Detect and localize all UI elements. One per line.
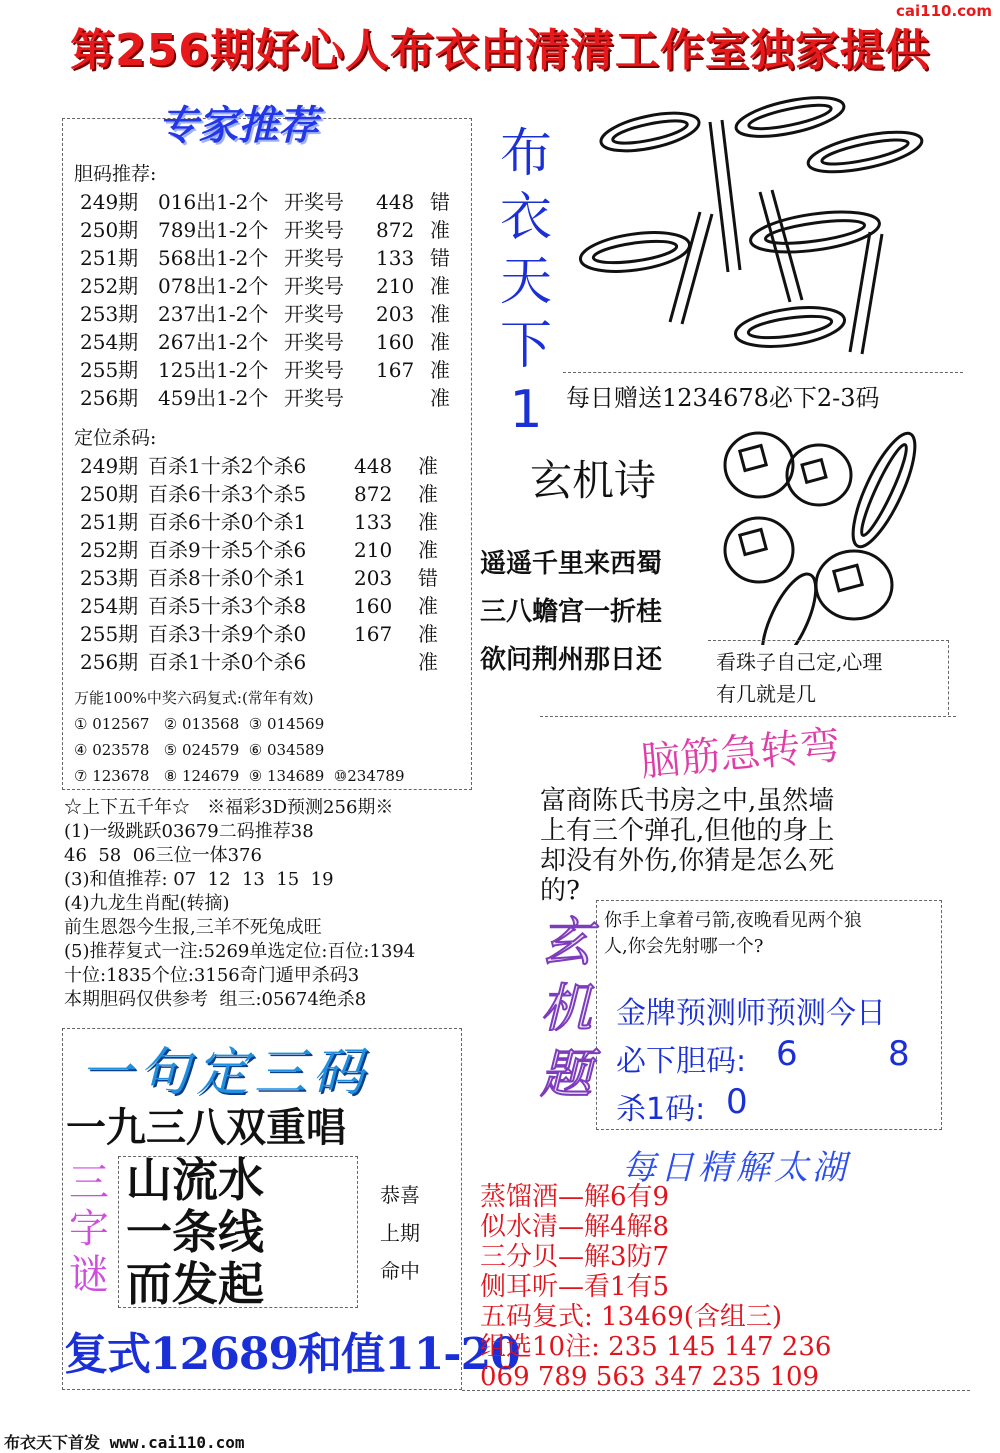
- dan-cell-desc: 237出1-2个: [158, 302, 269, 326]
- six-row: ⑦ 123678 ⑧ 124679 ⑨ 134689 ⑩234789: [74, 767, 405, 785]
- poem-note: [716, 646, 882, 710]
- kill-cell-result: 准: [418, 594, 438, 618]
- dan-cell-label: 开奖号: [284, 386, 344, 410]
- brain-line: 上有三个弹孔,但他的身上: [540, 816, 835, 846]
- dan-cell-desc: 568出1-2个: [158, 246, 269, 270]
- brain-heading: 脑筋急转弯: [638, 722, 842, 786]
- taihu-group-row: 069 789 563 347 235 109: [480, 1362, 820, 1392]
- riddle-line: 山流水: [126, 1153, 264, 1207]
- kill-cell-result: 准: [418, 482, 438, 506]
- must-a: 6: [776, 1034, 798, 1074]
- bead-36-graphic: [560, 82, 990, 372]
- dan-cell-result: 准: [430, 386, 450, 410]
- six-row: ④ 023578 ⑤ 024579 ⑥ 034589: [74, 741, 325, 759]
- dan-cell-desc: 078出1-2个: [158, 274, 269, 298]
- kill-cell-num: 872: [354, 482, 393, 506]
- buyi-char: 下: [499, 316, 552, 376]
- kill-cell-period: 253期: [80, 566, 139, 590]
- kill-cell-result: 准: [418, 650, 438, 674]
- poem-heading: 玄机诗: [530, 456, 657, 505]
- dan-cell-period: 249期: [80, 190, 139, 214]
- dan-cell-num: 448: [376, 190, 415, 214]
- riddle-side-title: [64, 1160, 114, 1298]
- riddle-vertical: [536, 910, 596, 1108]
- dan-cell-label: 开奖号: [284, 246, 344, 270]
- congrats: [380, 1176, 420, 1290]
- kill-cell-desc: 百杀8十杀0个杀1: [148, 566, 307, 590]
- dan-cell-period: 250期: [80, 218, 139, 242]
- riddle-line: 一条线: [126, 1205, 264, 1259]
- dan-cell-period: 251期: [80, 246, 139, 270]
- kill-cell-result: 错: [418, 566, 438, 590]
- riddle-line: 而发起: [126, 1257, 264, 1311]
- brain-line: 富商陈氏书房之中,虽然墙: [540, 786, 835, 816]
- dan-cell-num: 133: [376, 246, 415, 270]
- compound-bottom: 复式12689和值11-20: [64, 1329, 520, 1380]
- kill-cell-period: 256期: [80, 650, 139, 674]
- dan-cell-result: 准: [430, 302, 450, 326]
- buyi-tagline: 每日赠送1234678必下2-3码: [566, 384, 880, 412]
- dan-cell-label: 开奖号: [284, 274, 344, 298]
- kill-one-value: 0: [726, 1082, 748, 1122]
- buyi-char: 布: [499, 124, 552, 184]
- dan-cell-label: 开奖号: [284, 358, 344, 382]
- poem-lines: [480, 540, 662, 684]
- riddle-lines: [126, 1154, 264, 1310]
- taihu-divider: [462, 1390, 970, 1391]
- dan-label: 胆码推荐:: [74, 163, 157, 185]
- dan-cell-label: 开奖号: [284, 302, 344, 326]
- taihu-group: 组选10注: 235 145 147 236: [480, 1332, 832, 1362]
- kill-cell-desc: 百杀6十杀3个杀5: [148, 482, 307, 506]
- taihu-line: 三分贝—解3防7: [480, 1242, 670, 1272]
- dan-cell-num: 167: [376, 358, 415, 382]
- dan-cell-num: 872: [376, 218, 415, 242]
- kill-cell-period: 252期: [80, 538, 139, 562]
- forecast-line: 本期胆码仅供参考 组三:05674绝杀8: [64, 989, 367, 1010]
- six-label: 万能100%中奖六码复式:(常年有效): [74, 689, 314, 707]
- kill-cell-num: 210: [354, 538, 393, 562]
- site-url[interactable]: cai110.com: [896, 2, 992, 20]
- riddle-vertical-char: 题: [539, 1045, 592, 1105]
- dan-cell-desc: 125出1-2个: [158, 358, 269, 382]
- riddle-question-line: 你手上拿着弓箭,夜晚看见两个狼: [604, 910, 862, 931]
- dan-cell-label: 开奖号: [284, 190, 344, 214]
- buyi-box-line: [563, 372, 963, 373]
- kill-cell-period: 251期: [80, 510, 139, 534]
- forecast-line: ☆上下五千年☆ ※福彩3D预测256期※: [64, 797, 394, 818]
- kill-cell-desc: 百杀1十杀0个杀6: [148, 650, 307, 674]
- one-sentence-subtitle: 一九三八双重唱: [66, 1105, 346, 1151]
- kill-one-label: 杀1码:: [616, 1092, 706, 1127]
- taihu-line: 侧耳听—看1有5: [480, 1272, 670, 1302]
- kill-cell-result: 准: [418, 622, 438, 646]
- riddle-side-char: 三: [69, 1160, 109, 1206]
- page-title: 第256期好心人布衣由清清工作室独家提供: [70, 25, 930, 76]
- kill-cell-num: 160: [354, 594, 393, 618]
- forecast-line: (1)一级跳跃03679二码推荐38: [64, 821, 314, 842]
- dan-cell-period: 255期: [80, 358, 139, 382]
- kill-cell-result: 准: [418, 454, 438, 478]
- buyi-char: 衣: [499, 188, 552, 248]
- kill-cell-desc: 百杀6十杀0个杀1: [148, 510, 307, 534]
- taihu-heading: 每日精解太湖: [622, 1148, 850, 1188]
- dan-cell-result: 准: [430, 330, 450, 354]
- kill-label: 定位杀码:: [74, 427, 157, 449]
- riddle-side-char: 字: [69, 1206, 109, 1252]
- riddle-vertical-char: 机: [539, 979, 592, 1039]
- dan-cell-desc: 789出1-2个: [158, 218, 269, 242]
- poem-note-line: 有几就是几: [716, 682, 816, 706]
- dan-cell-period: 256期: [80, 386, 139, 410]
- kill-cell-num: 448: [354, 454, 393, 478]
- poem-line: 遥遥千里来西蜀: [480, 549, 663, 579]
- poem-note-line: 看珠子自己定,心理: [716, 650, 883, 674]
- poem-line: 三八蟾宫一折桂: [480, 597, 663, 627]
- brain-line: 的?: [540, 876, 580, 906]
- taihu-five: 五码复式: 13469(含组三): [480, 1302, 783, 1332]
- buyi-char: 1: [509, 380, 543, 440]
- dan-cell-label: 开奖号: [284, 330, 344, 354]
- dan-cell-num: 203: [376, 302, 415, 326]
- kill-cell-num: 203: [354, 566, 393, 590]
- taihu-line: 似水清—解4解8: [480, 1212, 670, 1242]
- kill-cell-result: 准: [418, 538, 438, 562]
- dan-cell-period: 253期: [80, 302, 139, 326]
- dan-cell-result: 错: [430, 246, 450, 270]
- dan-cell-period: 252期: [80, 274, 139, 298]
- gold-forecast: 金牌预测师预测今日: [616, 996, 886, 1031]
- kill-cell-period: 255期: [80, 622, 139, 646]
- kill-cell-desc: 百杀1十杀2个杀6: [148, 454, 307, 478]
- dan-cell-num: 210: [376, 274, 415, 298]
- brain-question: [540, 786, 834, 906]
- buyi-char: 天: [499, 252, 552, 312]
- forecast-line: (5)推荐复式一注:5269单选定位:百位:1394: [64, 941, 416, 962]
- dan-cell-result: 准: [430, 358, 450, 382]
- dan-cell-desc: 016出1-2个: [158, 190, 269, 214]
- kill-cell-desc: 百杀9十杀5个杀6: [148, 538, 307, 562]
- six-row: ① 012567 ② 013568 ③ 014569: [74, 715, 325, 733]
- dan-cell-num: 160: [376, 330, 415, 354]
- dan-cell-result: 错: [430, 190, 450, 214]
- kill-cell-period: 250期: [80, 482, 139, 506]
- kill-cell-result: 准: [418, 510, 438, 534]
- brain-divider: [540, 716, 956, 717]
- forecast-line: 十位:1835个位:3156奇门遁甲杀码3: [64, 965, 360, 986]
- dan-cell-label: 开奖号: [284, 218, 344, 242]
- riddle-vertical-char: 玄: [539, 913, 592, 973]
- dan-cell-desc: 267出1-2个: [158, 330, 269, 354]
- dan-cell-result: 准: [430, 218, 450, 242]
- must-label: 必下胆码:: [616, 1044, 747, 1079]
- kill-cell-desc: 百杀5十杀3个杀8: [148, 594, 307, 618]
- dan-cell-desc: 459出1-2个: [158, 386, 269, 410]
- forecast-line: (4)九龙生肖配(转摘): [64, 893, 230, 914]
- kill-cell-period: 249期: [80, 454, 139, 478]
- forecast-line: 前生恩怨今生报,三羊不死兔成旺: [64, 917, 322, 938]
- must-b: 8: [888, 1034, 910, 1074]
- congrats-line: 命中: [380, 1259, 420, 1283]
- buyi-vertical: [496, 122, 556, 442]
- riddle-question: [604, 908, 862, 960]
- kill-cell-desc: 百杀3十杀9个杀0: [148, 622, 307, 646]
- brain-line: 却没有外伤,你猜是怎么死: [540, 846, 835, 876]
- bead-percent-graphic: [704, 420, 954, 645]
- kill-cell-period: 254期: [80, 594, 139, 618]
- dan-cell-period: 254期: [80, 330, 139, 354]
- forecast-line: 46 58 06三位一体376: [64, 845, 262, 866]
- taihu-line: 蒸馏酒—解6有9: [480, 1182, 670, 1212]
- kill-cell-num: 167: [354, 622, 393, 646]
- taihu-lines: [480, 1182, 831, 1392]
- expert-heading: 专家推荐: [158, 103, 318, 149]
- forecast-line: (3)和值推荐: 07 12 13 15 19: [64, 869, 334, 890]
- riddle-side-char: 谜: [69, 1252, 109, 1298]
- one-sentence-heading: 一句定三码: [80, 1043, 371, 1103]
- dan-cell-result: 准: [430, 274, 450, 298]
- congrats-line: 上期: [380, 1221, 420, 1245]
- footer-text: 布衣天下首发 www.cai110.com: [4, 1433, 245, 1452]
- poem-line: 欲问荆州那日还: [480, 645, 663, 675]
- riddle-question-line: 人,你会先射哪一个?: [604, 936, 764, 957]
- congrats-line: 恭喜: [380, 1183, 420, 1207]
- kill-cell-num: 133: [354, 510, 393, 534]
